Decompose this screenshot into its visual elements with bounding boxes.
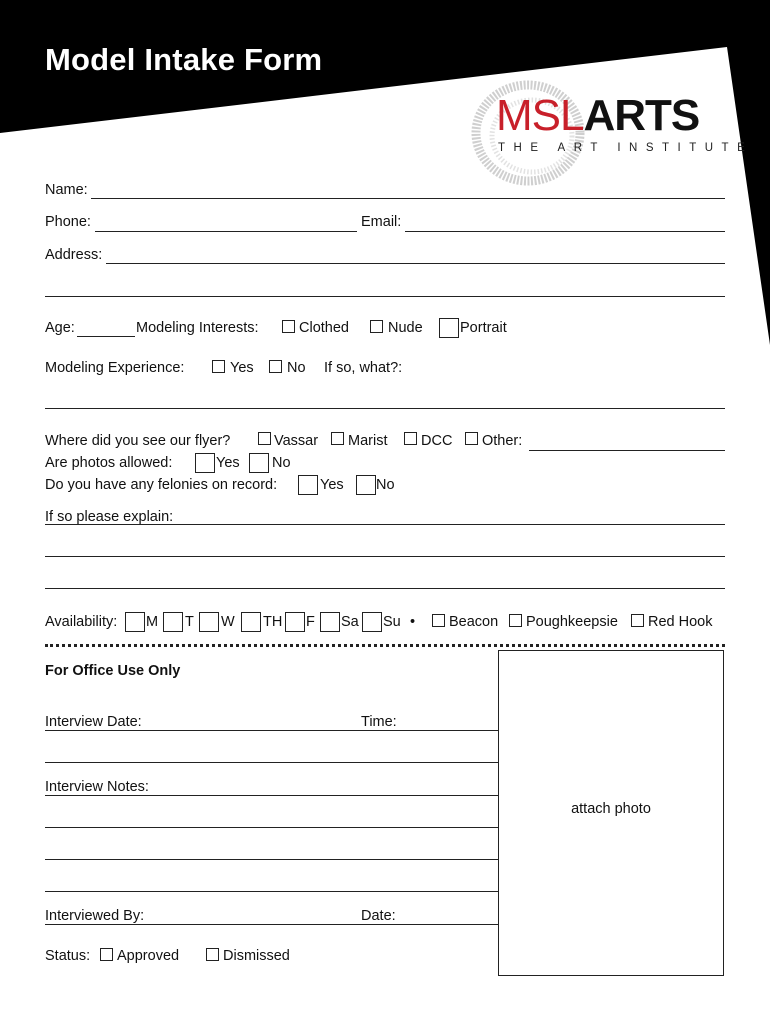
interview-notes-field-line-3[interactable] bbox=[45, 859, 498, 860]
attach-photo-label: attach photo bbox=[571, 801, 651, 817]
attach-photo-box[interactable] bbox=[498, 650, 724, 976]
logo-wordmark: MSLARTS bbox=[496, 91, 700, 140]
email-field[interactable] bbox=[405, 231, 725, 232]
felonies-yes-label: Yes bbox=[320, 477, 344, 493]
dcc-label: DCC bbox=[421, 433, 453, 449]
other-field[interactable] bbox=[529, 450, 725, 451]
flyer-question-label: Where did you see our flyer? bbox=[45, 433, 231, 449]
address-field-line-2[interactable] bbox=[45, 296, 725, 297]
day-sa-label: Sa bbox=[341, 614, 359, 630]
interview-notes-field[interactable] bbox=[45, 795, 498, 796]
day-w-label: W bbox=[221, 614, 235, 630]
portrait-label: Portrait bbox=[460, 320, 507, 336]
approved-checkbox[interactable] bbox=[100, 948, 113, 961]
other-label: Other: bbox=[482, 433, 523, 449]
status-label: Status: bbox=[45, 948, 91, 964]
modeling-interests-label: Modeling Interests: bbox=[136, 320, 259, 336]
day-t-label: T bbox=[185, 614, 194, 630]
interview-date-field[interactable] bbox=[45, 730, 498, 731]
dismissed-label: Dismissed bbox=[223, 948, 290, 964]
beacon-checkbox[interactable] bbox=[432, 614, 445, 627]
experience-no-checkbox[interactable] bbox=[269, 360, 282, 373]
explain-label: If so please explain: bbox=[45, 509, 174, 525]
email-label: Email: bbox=[361, 214, 402, 230]
other-checkbox[interactable] bbox=[465, 432, 478, 445]
day-sa-checkbox[interactable] bbox=[320, 612, 340, 632]
name-label: Name: bbox=[45, 182, 88, 198]
day-su-checkbox[interactable] bbox=[362, 612, 382, 632]
age-label: Age: bbox=[45, 320, 75, 336]
day-t-checkbox[interactable] bbox=[163, 612, 183, 632]
address-field[interactable] bbox=[106, 263, 725, 264]
nude-label: Nude bbox=[388, 320, 423, 336]
interviewed-by-field[interactable] bbox=[45, 924, 498, 925]
office-divider bbox=[45, 644, 725, 647]
if-so-what-label: If so, what?: bbox=[324, 360, 403, 376]
interview-date-field-line-2[interactable] bbox=[45, 762, 498, 763]
day-m-label: M bbox=[146, 614, 159, 630]
explain-field[interactable] bbox=[45, 524, 725, 525]
poughkeepsie-label: Poughkeepsie bbox=[526, 614, 618, 630]
day-su-label: Su bbox=[383, 614, 401, 630]
day-f-checkbox[interactable] bbox=[285, 612, 305, 632]
felonies-label: Do you have any felonies on record: bbox=[45, 477, 278, 493]
experience-details-field[interactable] bbox=[45, 408, 725, 409]
availability-label: Availability: bbox=[45, 614, 118, 630]
vassar-checkbox[interactable] bbox=[258, 432, 271, 445]
day-f-label: F bbox=[306, 614, 315, 630]
felonies-yes-checkbox[interactable] bbox=[298, 475, 318, 495]
approved-label: Approved bbox=[117, 948, 180, 964]
felonies-no-checkbox[interactable] bbox=[356, 475, 376, 495]
interview-notes-field-line-2[interactable] bbox=[45, 827, 498, 828]
address-label: Address: bbox=[45, 247, 103, 263]
phone-field[interactable] bbox=[95, 231, 357, 232]
dismissed-checkbox[interactable] bbox=[206, 948, 219, 961]
phone-label: Phone: bbox=[45, 214, 91, 230]
age-field[interactable] bbox=[77, 336, 135, 337]
photos-yes-checkbox[interactable] bbox=[195, 453, 215, 473]
interview-notes-field-line-4[interactable] bbox=[45, 891, 498, 892]
vassar-label: Vassar bbox=[274, 433, 319, 449]
bullet-separator: • bbox=[410, 614, 416, 630]
beacon-label: Beacon bbox=[449, 614, 499, 630]
name-field[interactable] bbox=[91, 198, 725, 199]
photos-yes-label: Yes bbox=[216, 455, 240, 471]
clothed-checkbox[interactable] bbox=[282, 320, 295, 333]
interviewed-by-label: Interviewed By: bbox=[45, 908, 145, 924]
nude-checkbox[interactable] bbox=[370, 320, 383, 333]
day-th-checkbox[interactable] bbox=[241, 612, 261, 632]
photos-no-checkbox[interactable] bbox=[249, 453, 269, 473]
office-heading: For Office Use Only bbox=[45, 663, 181, 679]
red-hook-label: Red Hook bbox=[648, 614, 713, 630]
interview-date-label: Interview Date: bbox=[45, 714, 142, 730]
mslarts-logo bbox=[470, 78, 754, 188]
felonies-no-label: No bbox=[376, 477, 395, 493]
experience-yes-label: Yes bbox=[230, 360, 254, 376]
poughkeepsie-checkbox[interactable] bbox=[509, 614, 522, 627]
day-th-label: TH bbox=[263, 614, 283, 630]
photos-allowed-label: Are photos allowed: bbox=[45, 455, 173, 471]
explain-field-line-3[interactable] bbox=[45, 588, 725, 589]
marist-checkbox[interactable] bbox=[331, 432, 344, 445]
experience-no-label: No bbox=[287, 360, 306, 376]
logo-subtitle: THE ART INSTITUTE bbox=[498, 142, 754, 154]
page-title: Model Intake Form bbox=[45, 42, 323, 77]
explain-field-line-2[interactable] bbox=[45, 556, 725, 557]
modeling-experience-label: Modeling Experience: bbox=[45, 360, 185, 376]
marist-label: Marist bbox=[348, 433, 388, 449]
day-w-checkbox[interactable] bbox=[199, 612, 219, 632]
time-label: Time: bbox=[361, 714, 397, 730]
red-hook-checkbox[interactable] bbox=[631, 614, 644, 627]
clothed-label: Clothed bbox=[299, 320, 349, 336]
experience-yes-checkbox[interactable] bbox=[212, 360, 225, 373]
day-m-checkbox[interactable] bbox=[125, 612, 145, 632]
interview-notes-label: Interview Notes: bbox=[45, 779, 149, 795]
dcc-checkbox[interactable] bbox=[404, 432, 417, 445]
date-label: Date: bbox=[361, 908, 396, 924]
portrait-checkbox[interactable] bbox=[439, 318, 459, 338]
photos-no-label: No bbox=[272, 455, 291, 471]
